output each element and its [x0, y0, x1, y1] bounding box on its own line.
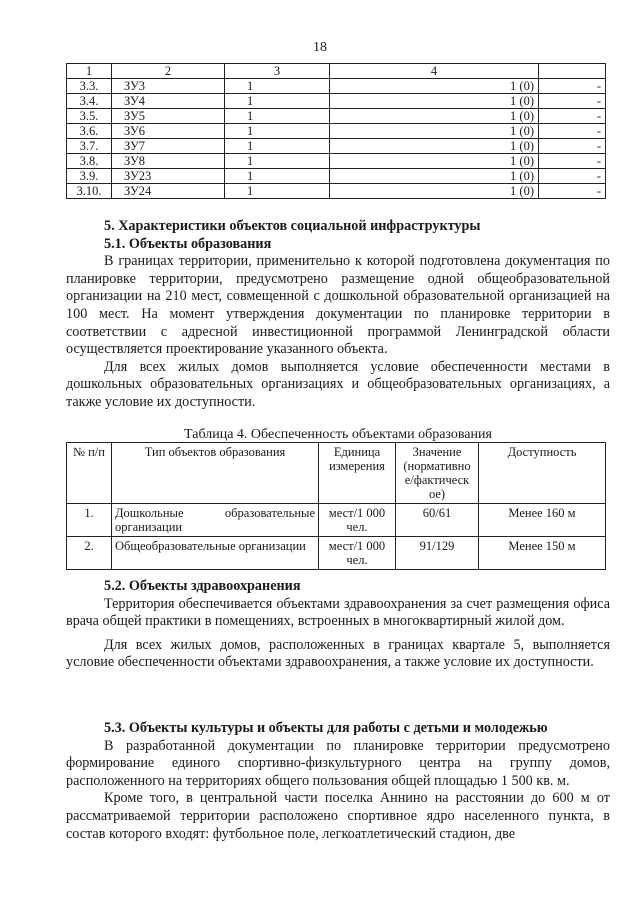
header-cell: Доступность [479, 443, 606, 504]
header-cell: 2 [112, 64, 225, 79]
row-value: 1 (0) [330, 109, 539, 124]
row-num: 2. [67, 537, 112, 570]
row-num: 1. [67, 504, 112, 537]
subsection-heading: 5.2. Объекты здравоохранения [104, 578, 301, 594]
header-cell: Единица измерения [319, 443, 396, 504]
row-extra: - [539, 124, 606, 139]
row-value: 1 (0) [330, 139, 539, 154]
row-value: 1 (0) [330, 124, 539, 139]
subsection-heading: 5.3. Объекты культуры и объекты для работы с детьми и молодежью [104, 720, 548, 736]
row-unit: мест/1 000 чел. [319, 537, 396, 570]
row-num: 3.3. [67, 79, 112, 94]
zones-table [66, 63, 606, 199]
subsection-heading: 5.1. Объекты образования [104, 235, 272, 252]
row-zone: ЗУ4 [112, 94, 225, 109]
row-value: 1 (0) [330, 154, 539, 169]
row-extra: - [539, 184, 606, 199]
row-value: 1 (0) [330, 184, 539, 199]
row-count: 1 [225, 169, 330, 184]
row-extra: - [539, 79, 606, 94]
table-row [67, 94, 606, 109]
header-cell [539, 64, 606, 79]
row-count: 1 [225, 139, 330, 154]
table-caption: Таблица 4. Обеспеченность объектами образования [184, 427, 492, 442]
table-row [67, 154, 606, 169]
header-cell: Тип объектов образования [112, 443, 319, 504]
row-extra: - [539, 94, 606, 109]
row-unit: мест/1 000 чел. [319, 504, 396, 537]
row-zone: ЗУ5 [112, 109, 225, 124]
row-zone: ЗУ24 [112, 184, 225, 199]
row-zone: ЗУ23 [112, 169, 225, 184]
row-value: 60/61 [396, 504, 479, 537]
row-extra: - [539, 109, 606, 124]
table-row [67, 184, 606, 199]
paragraph: Территория обеспечивается объектами здравоохранения за счет размещения офиса врача общей практики в помещениях, встроенных в многоквартирный жилой дом. [66, 595, 610, 630]
section-5-2 [66, 578, 610, 672]
header-cell: 4 [330, 64, 539, 79]
header-cell: Значение (нормативно е/фактическ ое) [396, 443, 479, 504]
section-5-3 [66, 720, 610, 843]
row-num: 3.7. [67, 139, 112, 154]
section-heading: 5. Характеристики объектов социальной инфраструктуры [104, 218, 481, 234]
header-cell: 1 [67, 64, 112, 79]
row-value: 1 (0) [330, 94, 539, 109]
page-number: 18 [313, 40, 327, 55]
paragraph: Для всех жилых домов, расположенных в границах квартале 5, выполняется условие обеспеченности объектами здравоохранения, а также условие их доступности. [66, 636, 610, 671]
row-value: 1 (0) [330, 169, 539, 184]
row-access: Менее 150 м [479, 537, 606, 570]
row-zone: ЗУ8 [112, 154, 225, 169]
row-access: Менее 160 м [479, 504, 606, 537]
table-row [67, 169, 606, 184]
row-count: 1 [225, 94, 330, 109]
paragraph: Для всех жилых домов выполняется условие обеспеченности местами в дошкольных образовательных организациях и общеобразовательных организациях, а также условие их доступности. [66, 358, 610, 410]
table-row [67, 537, 606, 570]
table-header-row [67, 443, 606, 504]
row-num: 3.4. [67, 94, 112, 109]
table-header-row [67, 64, 606, 79]
row-count: 1 [225, 154, 330, 169]
table-row [67, 109, 606, 124]
row-zone: ЗУ7 [112, 139, 225, 154]
row-count: 1 [225, 124, 330, 139]
table-row [67, 504, 606, 537]
paragraph: В разработанной документации по планировке территории предусмотрено формирование единого спортивно-физкультурного центра на группу домов, расположенного на территориях общего пользования общей площадью 1 500 кв. м. [66, 737, 610, 789]
table-row [67, 79, 606, 94]
row-num: 3.10. [67, 184, 112, 199]
header-cell: 3 [225, 64, 330, 79]
row-count: 1 [225, 184, 330, 199]
row-zone: ЗУ6 [112, 124, 225, 139]
row-type: Дошкольные образовательные организации [112, 504, 319, 537]
education-table [66, 442, 606, 570]
row-value: 91/129 [396, 537, 479, 570]
row-count: 1 [225, 109, 330, 124]
row-value: 1 (0) [330, 79, 539, 94]
row-num: 3.8. [67, 154, 112, 169]
row-num: 3.9. [67, 169, 112, 184]
row-num: 3.5. [67, 109, 112, 124]
paragraph: Кроме того, в центральной части поселка Аннино на расстоянии до 600 м от рассматриваемой территории расположено спортивное ядро населенного пункта, в состав которого входят: футбольное поле, легкоатлетический стадион, две [66, 790, 610, 842]
paragraph: В границах территории, применительно к которой подготовлена документация по планировке территории, предусмотрено размещение одной общеобразовательной организации на 210 мест, совмещенной с дошкольной образовательной организацией на 100 мест. На момент утверждения документации по планировке территории в соответствии с адресной инвестиционной программой Ленинградской области осуществляется проектирование указанного объекта. [66, 253, 610, 358]
row-count: 1 [225, 79, 330, 94]
table-row [67, 124, 606, 139]
table-row [67, 139, 606, 154]
row-extra: - [539, 169, 606, 184]
section-5 [66, 218, 610, 412]
header-cell: № п/п [67, 443, 112, 504]
row-zone: ЗУ3 [112, 79, 225, 94]
row-extra: - [539, 154, 606, 169]
row-type: Общеобразовательные организации [112, 537, 319, 570]
row-extra: - [539, 139, 606, 154]
row-num: 3.6. [67, 124, 112, 139]
